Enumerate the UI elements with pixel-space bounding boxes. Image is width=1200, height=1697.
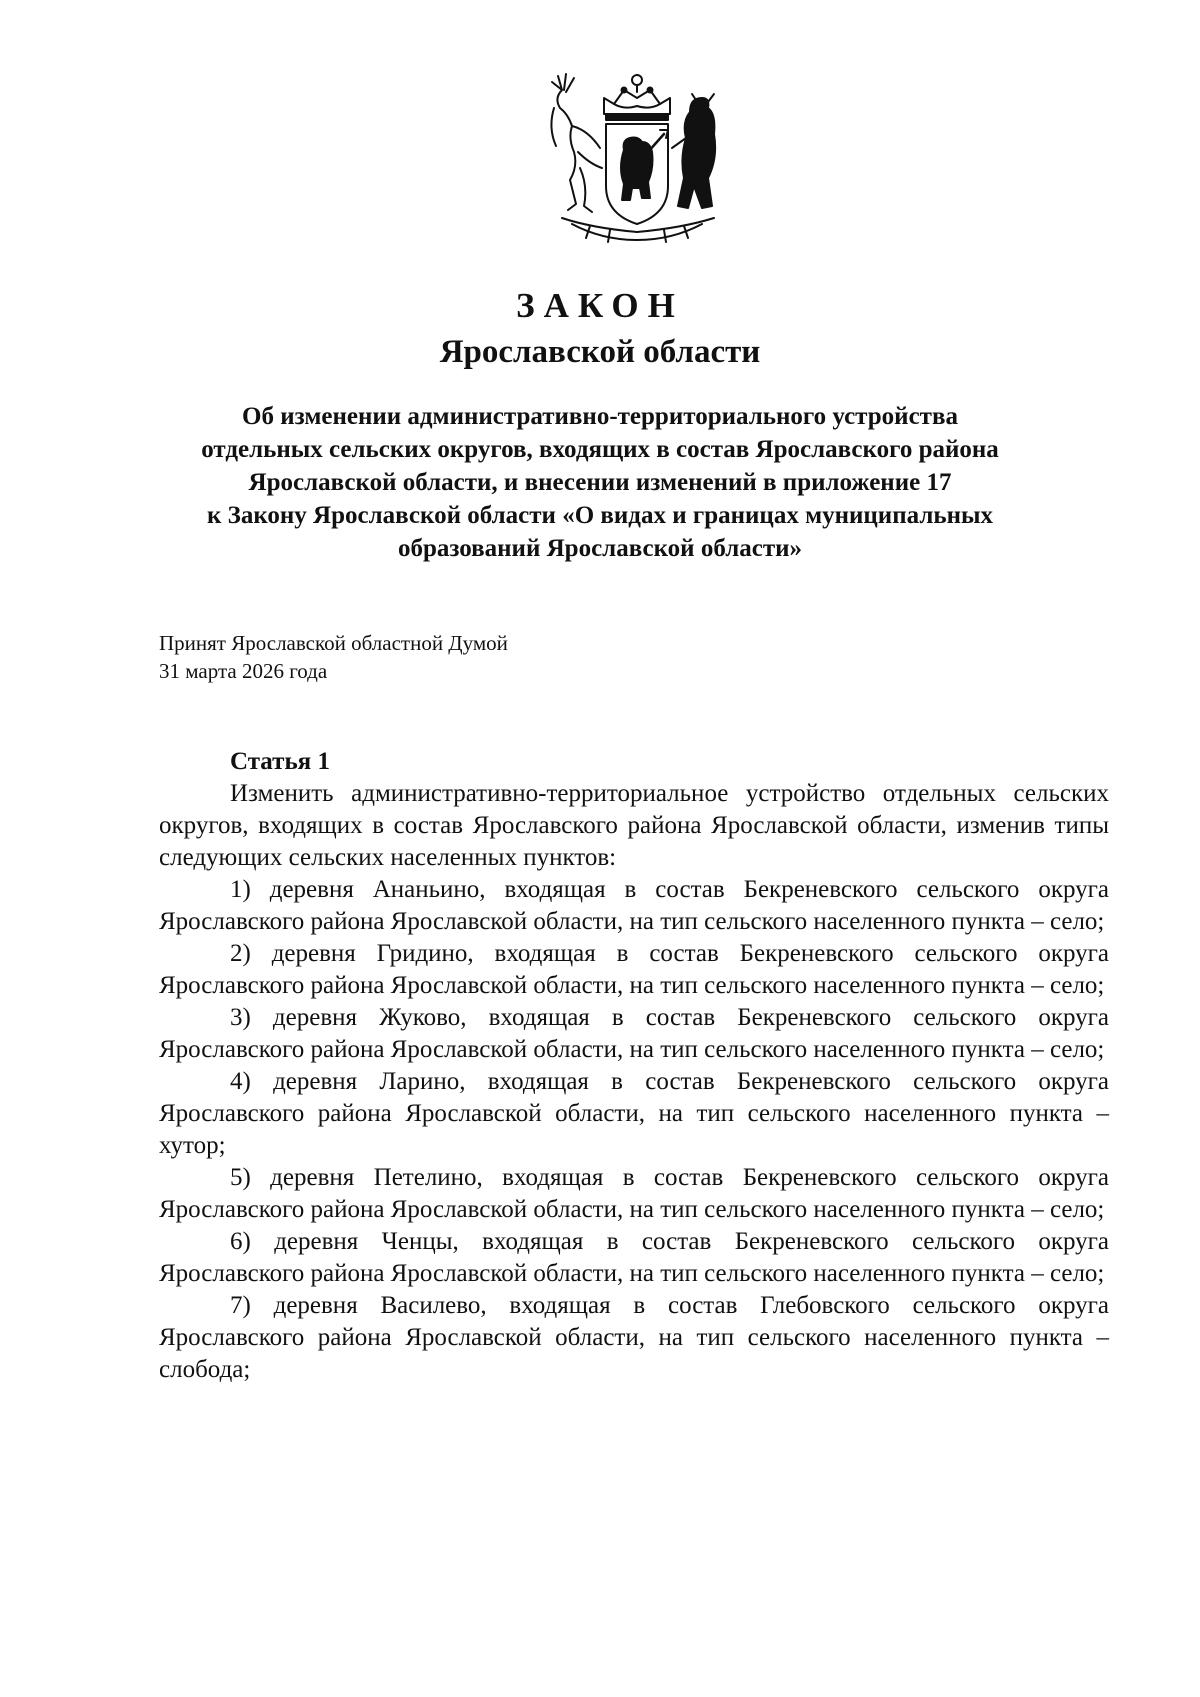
subject-line: Об изменении административно-территориального устройства: [242, 403, 958, 430]
article-item: 1) деревня Ананьино, входящая в состав Бекреневского сельского округа Ярославского района Ярославской области, на тип сельского населенного пункта – село;: [159, 876, 1109, 935]
article-heading: Статья 1: [230, 748, 330, 775]
adoption-body: Принят Ярославской областной Думой: [159, 631, 508, 655]
article-item: 5) деревня Петелино, входящая в состав Бекреневского сельского округа Ярославского района Ярославской области, на тип сельского населенного пункта – село;: [159, 1164, 1109, 1223]
law-title: ЗАКОН: [516, 286, 684, 325]
law-region-subtitle: Ярославской области: [439, 334, 761, 370]
subject-line: к Закону Ярославской области «О видах и границах муниципальных: [206, 502, 994, 529]
article-item: 3) деревня Жуково, входящая в состав Бекреневского сельского округа Ярославского района Ярославской области, на тип сельского населенного пункта – село;: [159, 1004, 1109, 1063]
article-body: [159, 778, 1109, 1386]
article-item: 6) деревня Ченцы, входящая в состав Бекреневского сельского округа Ярославского района Ярославской области, на тип сельского населенного пункта – село;: [159, 1228, 1109, 1287]
subject-line: Ярославской области, и внесении изменений в приложение 17: [248, 469, 952, 496]
law-subject-title: [150, 400, 1050, 565]
adoption-date: 31 марта 2026 года: [159, 659, 328, 683]
article-intro-paragraph: Изменить административно-территориальное устройство отдельных сельских округов, входящих в состав Ярославского района Ярославской области, изменив типы следующих сельских населенных пунктов:: [159, 780, 1109, 871]
subject-line: отдельных сельских округов, входящих в состав Ярославского района: [201, 436, 999, 463]
yaroslavl-oblast-coat-of-arms-icon: [532, 68, 742, 246]
adoption-note: [159, 629, 508, 685]
article-item: 7) деревня Василево, входящая в состав Глебовского сельского округа Ярославского района Ярославской области, на тип сельского населенного пункта – слобода;: [159, 1292, 1109, 1383]
article-item: 4) деревня Ларино, входящая в состав Бекреневского сельского округа Ярославского района Ярославской области, на тип сельского населенного пункта – хутор;: [159, 1068, 1109, 1159]
subject-line: образований Ярославской области»: [397, 535, 803, 562]
coat-of-arms-drawing: [532, 68, 742, 246]
article-item: 2) деревня Гридино, входящая в состав Бекреневского сельского округа Ярославского района Ярославской области, на тип сельского населенного пункта – село;: [159, 940, 1109, 999]
